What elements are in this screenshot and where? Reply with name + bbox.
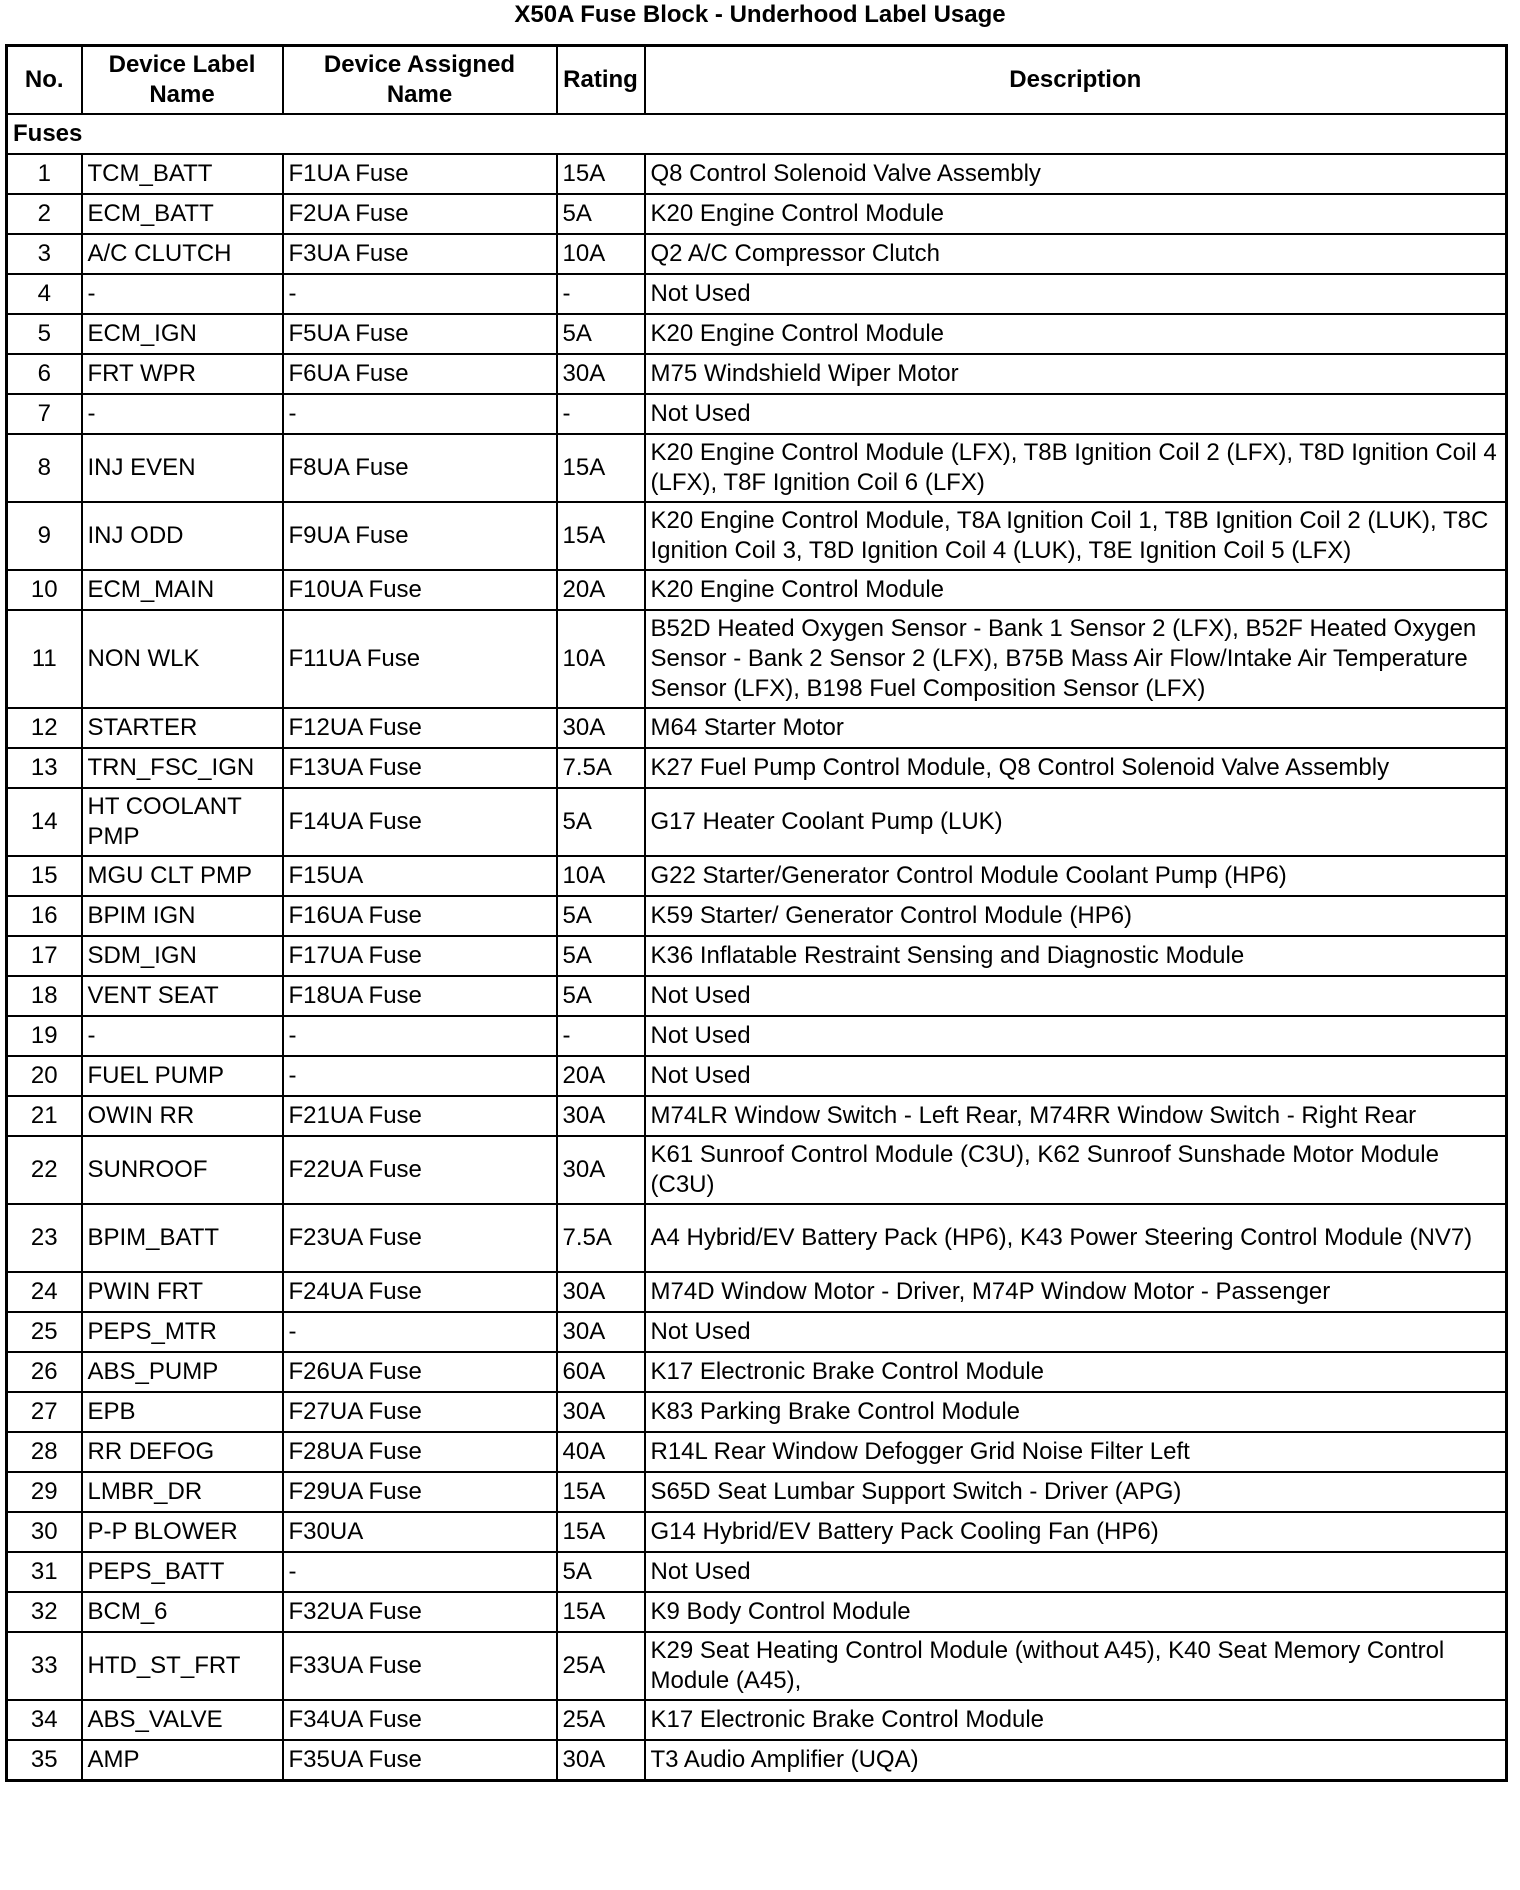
table-row [7,1272,1507,1312]
cell-rating: 5A [557,314,645,354]
cell-no: 9 [7,502,82,570]
cell-label: ECM_MAIN [82,570,283,610]
cell-rating: 15A [557,502,645,570]
cell-rating: 15A [557,1512,645,1552]
cell-label: BPIM IGN [82,896,283,936]
cell-description: K27 Fuel Pump Control Module, Q8 Control Solenoid Valve Assembly [645,748,1507,788]
section-label: Fuses [7,114,1507,154]
table-row [7,1312,1507,1352]
cell-assigned: F23UA Fuse [283,1204,557,1272]
cell-description: Not Used [645,1552,1507,1592]
cell-description: Not Used [645,274,1507,314]
cell-description: A4 Hybrid/EV Battery Pack (HP6), K43 Power Steering Control Module (NV7) [645,1204,1507,1272]
cell-description: K20 Engine Control Module [645,314,1507,354]
cell-assigned: F35UA Fuse [283,1740,557,1781]
cell-label: - [82,394,283,434]
cell-description: Not Used [645,1016,1507,1056]
cell-label: STARTER [82,708,283,748]
cell-assigned: F24UA Fuse [283,1272,557,1312]
cell-no: 33 [7,1632,82,1700]
table-row [7,194,1507,234]
cell-description: K17 Electronic Brake Control Module [645,1700,1507,1740]
cell-description: K9 Body Control Module [645,1592,1507,1632]
cell-assigned: - [283,1312,557,1352]
cell-assigned: F2UA Fuse [283,194,557,234]
cell-assigned: F18UA Fuse [283,976,557,1016]
cell-description: G14 Hybrid/EV Battery Pack Cooling Fan (HP6) [645,1512,1507,1552]
cell-assigned: F30UA [283,1512,557,1552]
cell-no: 2 [7,194,82,234]
cell-label: ECM_IGN [82,314,283,354]
page-title: X50A Fuse Block - Underhood Label Usage [514,1,1006,28]
cell-rating: 30A [557,1312,645,1352]
cell-rating: 15A [557,1592,645,1632]
table-row [7,1096,1507,1136]
cell-description: K20 Engine Control Module [645,570,1507,610]
cell-description: K17 Electronic Brake Control Module [645,1352,1507,1392]
cell-rating: - [557,1016,645,1056]
table-row [7,708,1507,748]
cell-description: K61 Sunroof Control Module (C3U), K62 Sunroof Sunshade Motor Module (C3U) [645,1136,1507,1204]
cell-description: K20 Engine Control Module [645,194,1507,234]
cell-description: G17 Heater Coolant Pump (LUK) [645,788,1507,856]
table-row [7,1432,1507,1472]
table-row [7,856,1507,896]
table-row [7,1472,1507,1512]
cell-label: TRN_FSC_IGN [82,748,283,788]
cell-assigned: F34UA Fuse [283,1700,557,1740]
cell-description: M75 Windshield Wiper Motor [645,354,1507,394]
cell-label: NON WLK [82,610,283,708]
cell-description: Not Used [645,976,1507,1016]
header-label: Device Label Name [82,46,283,115]
table-header-row [7,46,1507,115]
cell-description: K59 Starter/ Generator Control Module (HP6) [645,896,1507,936]
cell-assigned: F1UA Fuse [283,154,557,194]
table-body [7,114,1507,1781]
cell-label: FRT WPR [82,354,283,394]
cell-label: - [82,274,283,314]
cell-rating: 5A [557,788,645,856]
cell-no: 11 [7,610,82,708]
header-rating: Rating [557,46,645,115]
cell-description: T3 Audio Amplifier (UQA) [645,1740,1507,1781]
cell-assigned: F28UA Fuse [283,1432,557,1472]
cell-no: 3 [7,234,82,274]
cell-description: M74LR Window Switch - Left Rear, M74RR Window Switch - Right Rear [645,1096,1507,1136]
cell-label: MGU CLT PMP [82,856,283,896]
cell-description: Not Used [645,1056,1507,1096]
cell-assigned: F13UA Fuse [283,748,557,788]
cell-rating: 30A [557,1740,645,1781]
cell-rating: 30A [557,1392,645,1432]
cell-label: - [82,1016,283,1056]
table-row [7,1552,1507,1592]
table-row [7,1016,1507,1056]
cell-rating: 5A [557,194,645,234]
cell-assigned: F21UA Fuse [283,1096,557,1136]
cell-rating: 20A [557,1056,645,1096]
cell-no: 22 [7,1136,82,1204]
table-row [7,154,1507,194]
table-row [7,570,1507,610]
table-row [7,1204,1507,1272]
cell-assigned: F17UA Fuse [283,936,557,976]
cell-no: 35 [7,1740,82,1781]
cell-no: 13 [7,748,82,788]
table-row [7,1352,1507,1392]
cell-rating: 40A [557,1432,645,1472]
cell-no: 14 [7,788,82,856]
cell-description: K20 Engine Control Module, T8A Ignition Coil 1, T8B Ignition Coil 2 (LUK), T8C Ignition Coil 3, T8D Ignition Coil 4 (LUK), T8E Ignition Coil 5 (LFX) [645,502,1507,570]
cell-assigned: F8UA Fuse [283,434,557,502]
cell-rating: - [557,274,645,314]
cell-label: BPIM_BATT [82,1204,283,1272]
cell-assigned: F16UA Fuse [283,896,557,936]
cell-assigned: F27UA Fuse [283,1392,557,1432]
cell-label: AMP [82,1740,283,1781]
table-row [7,1392,1507,1432]
cell-no: 4 [7,274,82,314]
cell-no: 24 [7,1272,82,1312]
fuse-table [5,44,1508,1782]
table-row [7,788,1507,856]
table-row [7,610,1507,708]
cell-description: K83 Parking Brake Control Module [645,1392,1507,1432]
cell-assigned: F9UA Fuse [283,502,557,570]
cell-label: ABS_PUMP [82,1352,283,1392]
cell-assigned: F6UA Fuse [283,354,557,394]
cell-no: 6 [7,354,82,394]
cell-assigned: F33UA Fuse [283,1632,557,1700]
cell-rating: 30A [557,1096,645,1136]
table-row [7,502,1507,570]
cell-no: 23 [7,1204,82,1272]
cell-label: LMBR_DR [82,1472,283,1512]
cell-description: G22 Starter/Generator Control Module Coolant Pump (HP6) [645,856,1507,896]
cell-label: FUEL PUMP [82,1056,283,1096]
table-row [7,354,1507,394]
cell-no: 26 [7,1352,82,1392]
cell-no: 16 [7,896,82,936]
table-row [7,1700,1507,1740]
cell-rating: 30A [557,708,645,748]
cell-no: 18 [7,976,82,1016]
cell-assigned: - [283,1056,557,1096]
cell-description: Not Used [645,394,1507,434]
cell-no: 19 [7,1016,82,1056]
table-row [7,234,1507,274]
table-row [7,748,1507,788]
header-description: Description [645,46,1507,115]
cell-assigned: F32UA Fuse [283,1592,557,1632]
cell-rating: 60A [557,1352,645,1392]
cell-assigned: F22UA Fuse [283,1136,557,1204]
cell-assigned: F26UA Fuse [283,1352,557,1392]
cell-label: ECM_BATT [82,194,283,234]
table-row [7,1632,1507,1700]
cell-description: K20 Engine Control Module (LFX), T8B Ignition Coil 2 (LFX), T8D Ignition Coil 4 (LFX), T8F Ignition Coil 6 (LFX) [645,434,1507,502]
table-row [7,896,1507,936]
cell-rating: 10A [557,610,645,708]
cell-description: K29 Seat Heating Control Module (without A45), K40 Seat Memory Control Module (A45), [645,1632,1507,1700]
cell-no: 20 [7,1056,82,1096]
cell-assigned: F5UA Fuse [283,314,557,354]
table-row [7,976,1507,1016]
cell-label: PEPS_BATT [82,1552,283,1592]
cell-assigned: F29UA Fuse [283,1472,557,1512]
cell-assigned: - [283,1016,557,1056]
cell-label: INJ EVEN [82,434,283,502]
cell-description: M74D Window Motor - Driver, M74P Window Motor - Passenger [645,1272,1507,1312]
header-no: No. [7,46,82,115]
cell-label: P-P BLOWER [82,1512,283,1552]
table-row [7,936,1507,976]
header-assigned: Device Assigned Name [283,46,557,115]
cell-rating: 10A [557,856,645,896]
cell-no: 34 [7,1700,82,1740]
cell-assigned: F15UA [283,856,557,896]
cell-no: 7 [7,394,82,434]
table-row [7,394,1507,434]
cell-rating: 7.5A [557,1204,645,1272]
cell-rating: 30A [557,1272,645,1312]
cell-no: 15 [7,856,82,896]
table-row [7,1056,1507,1096]
cell-assigned: F3UA Fuse [283,234,557,274]
cell-rating: 15A [557,1472,645,1512]
cell-label: EPB [82,1392,283,1432]
cell-label: HTD_ST_FRT [82,1632,283,1700]
cell-description: Q8 Control Solenoid Valve Assembly [645,154,1507,194]
section-row [7,114,1507,154]
cell-description: Not Used [645,1312,1507,1352]
table-row [7,434,1507,502]
cell-label: HT COOLANT PMP [82,788,283,856]
cell-label: ABS_VALVE [82,1700,283,1740]
cell-no: 30 [7,1512,82,1552]
cell-rating: 30A [557,354,645,394]
cell-rating: 15A [557,154,645,194]
cell-no: 21 [7,1096,82,1136]
cell-assigned: F12UA Fuse [283,708,557,748]
cell-no: 17 [7,936,82,976]
cell-rating: 25A [557,1700,645,1740]
cell-assigned: F11UA Fuse [283,610,557,708]
cell-rating: 5A [557,1552,645,1592]
cell-no: 12 [7,708,82,748]
cell-no: 27 [7,1392,82,1432]
cell-rating: 7.5A [557,748,645,788]
cell-label: SDM_IGN [82,936,283,976]
cell-label: OWIN RR [82,1096,283,1136]
cell-rating: 5A [557,936,645,976]
cell-assigned: F10UA Fuse [283,570,557,610]
cell-assigned: F14UA Fuse [283,788,557,856]
cell-no: 32 [7,1592,82,1632]
cell-description: S65D Seat Lumbar Support Switch - Driver (APG) [645,1472,1507,1512]
cell-no: 1 [7,154,82,194]
cell-assigned: - [283,394,557,434]
cell-rating: 5A [557,896,645,936]
cell-label: VENT SEAT [82,976,283,1016]
cell-label: INJ ODD [82,502,283,570]
cell-no: 31 [7,1552,82,1592]
cell-no: 5 [7,314,82,354]
cell-no: 10 [7,570,82,610]
cell-assigned: - [283,274,557,314]
table-row [7,274,1507,314]
cell-description: K36 Inflatable Restraint Sensing and Diagnostic Module [645,936,1507,976]
cell-no: 25 [7,1312,82,1352]
cell-label: BCM_6 [82,1592,283,1632]
cell-description: B52D Heated Oxygen Sensor - Bank 1 Sensor 2 (LFX), B52F Heated Oxygen Sensor - Bank 2 Sensor 2 (LFX), B75B Mass Air Flow/Intake Air Temperature Sensor (LFX), B198 Fuel Composition Sensor (LFX) [645,610,1507,708]
cell-rating: 25A [557,1632,645,1700]
cell-rating: - [557,394,645,434]
cell-no: 8 [7,434,82,502]
cell-label: SUNROOF [82,1136,283,1204]
cell-description: Q2 A/C Compressor Clutch [645,234,1507,274]
table-row [7,1136,1507,1204]
cell-assigned: - [283,1552,557,1592]
table-row [7,314,1507,354]
cell-description: R14L Rear Window Defogger Grid Noise Filter Left [645,1432,1507,1472]
table-row [7,1740,1507,1781]
cell-label: PWIN FRT [82,1272,283,1312]
cell-no: 29 [7,1472,82,1512]
cell-rating: 30A [557,1136,645,1204]
cell-description: M64 Starter Motor [645,708,1507,748]
cell-label: A/C CLUTCH [82,234,283,274]
cell-rating: 15A [557,434,645,502]
cell-no: 28 [7,1432,82,1472]
cell-label: TCM_BATT [82,154,283,194]
cell-rating: 20A [557,570,645,610]
cell-rating: 10A [557,234,645,274]
cell-label: RR DEFOG [82,1432,283,1472]
cell-rating: 5A [557,976,645,1016]
table-row [7,1592,1507,1632]
cell-label: PEPS_MTR [82,1312,283,1352]
table-row [7,1512,1507,1552]
